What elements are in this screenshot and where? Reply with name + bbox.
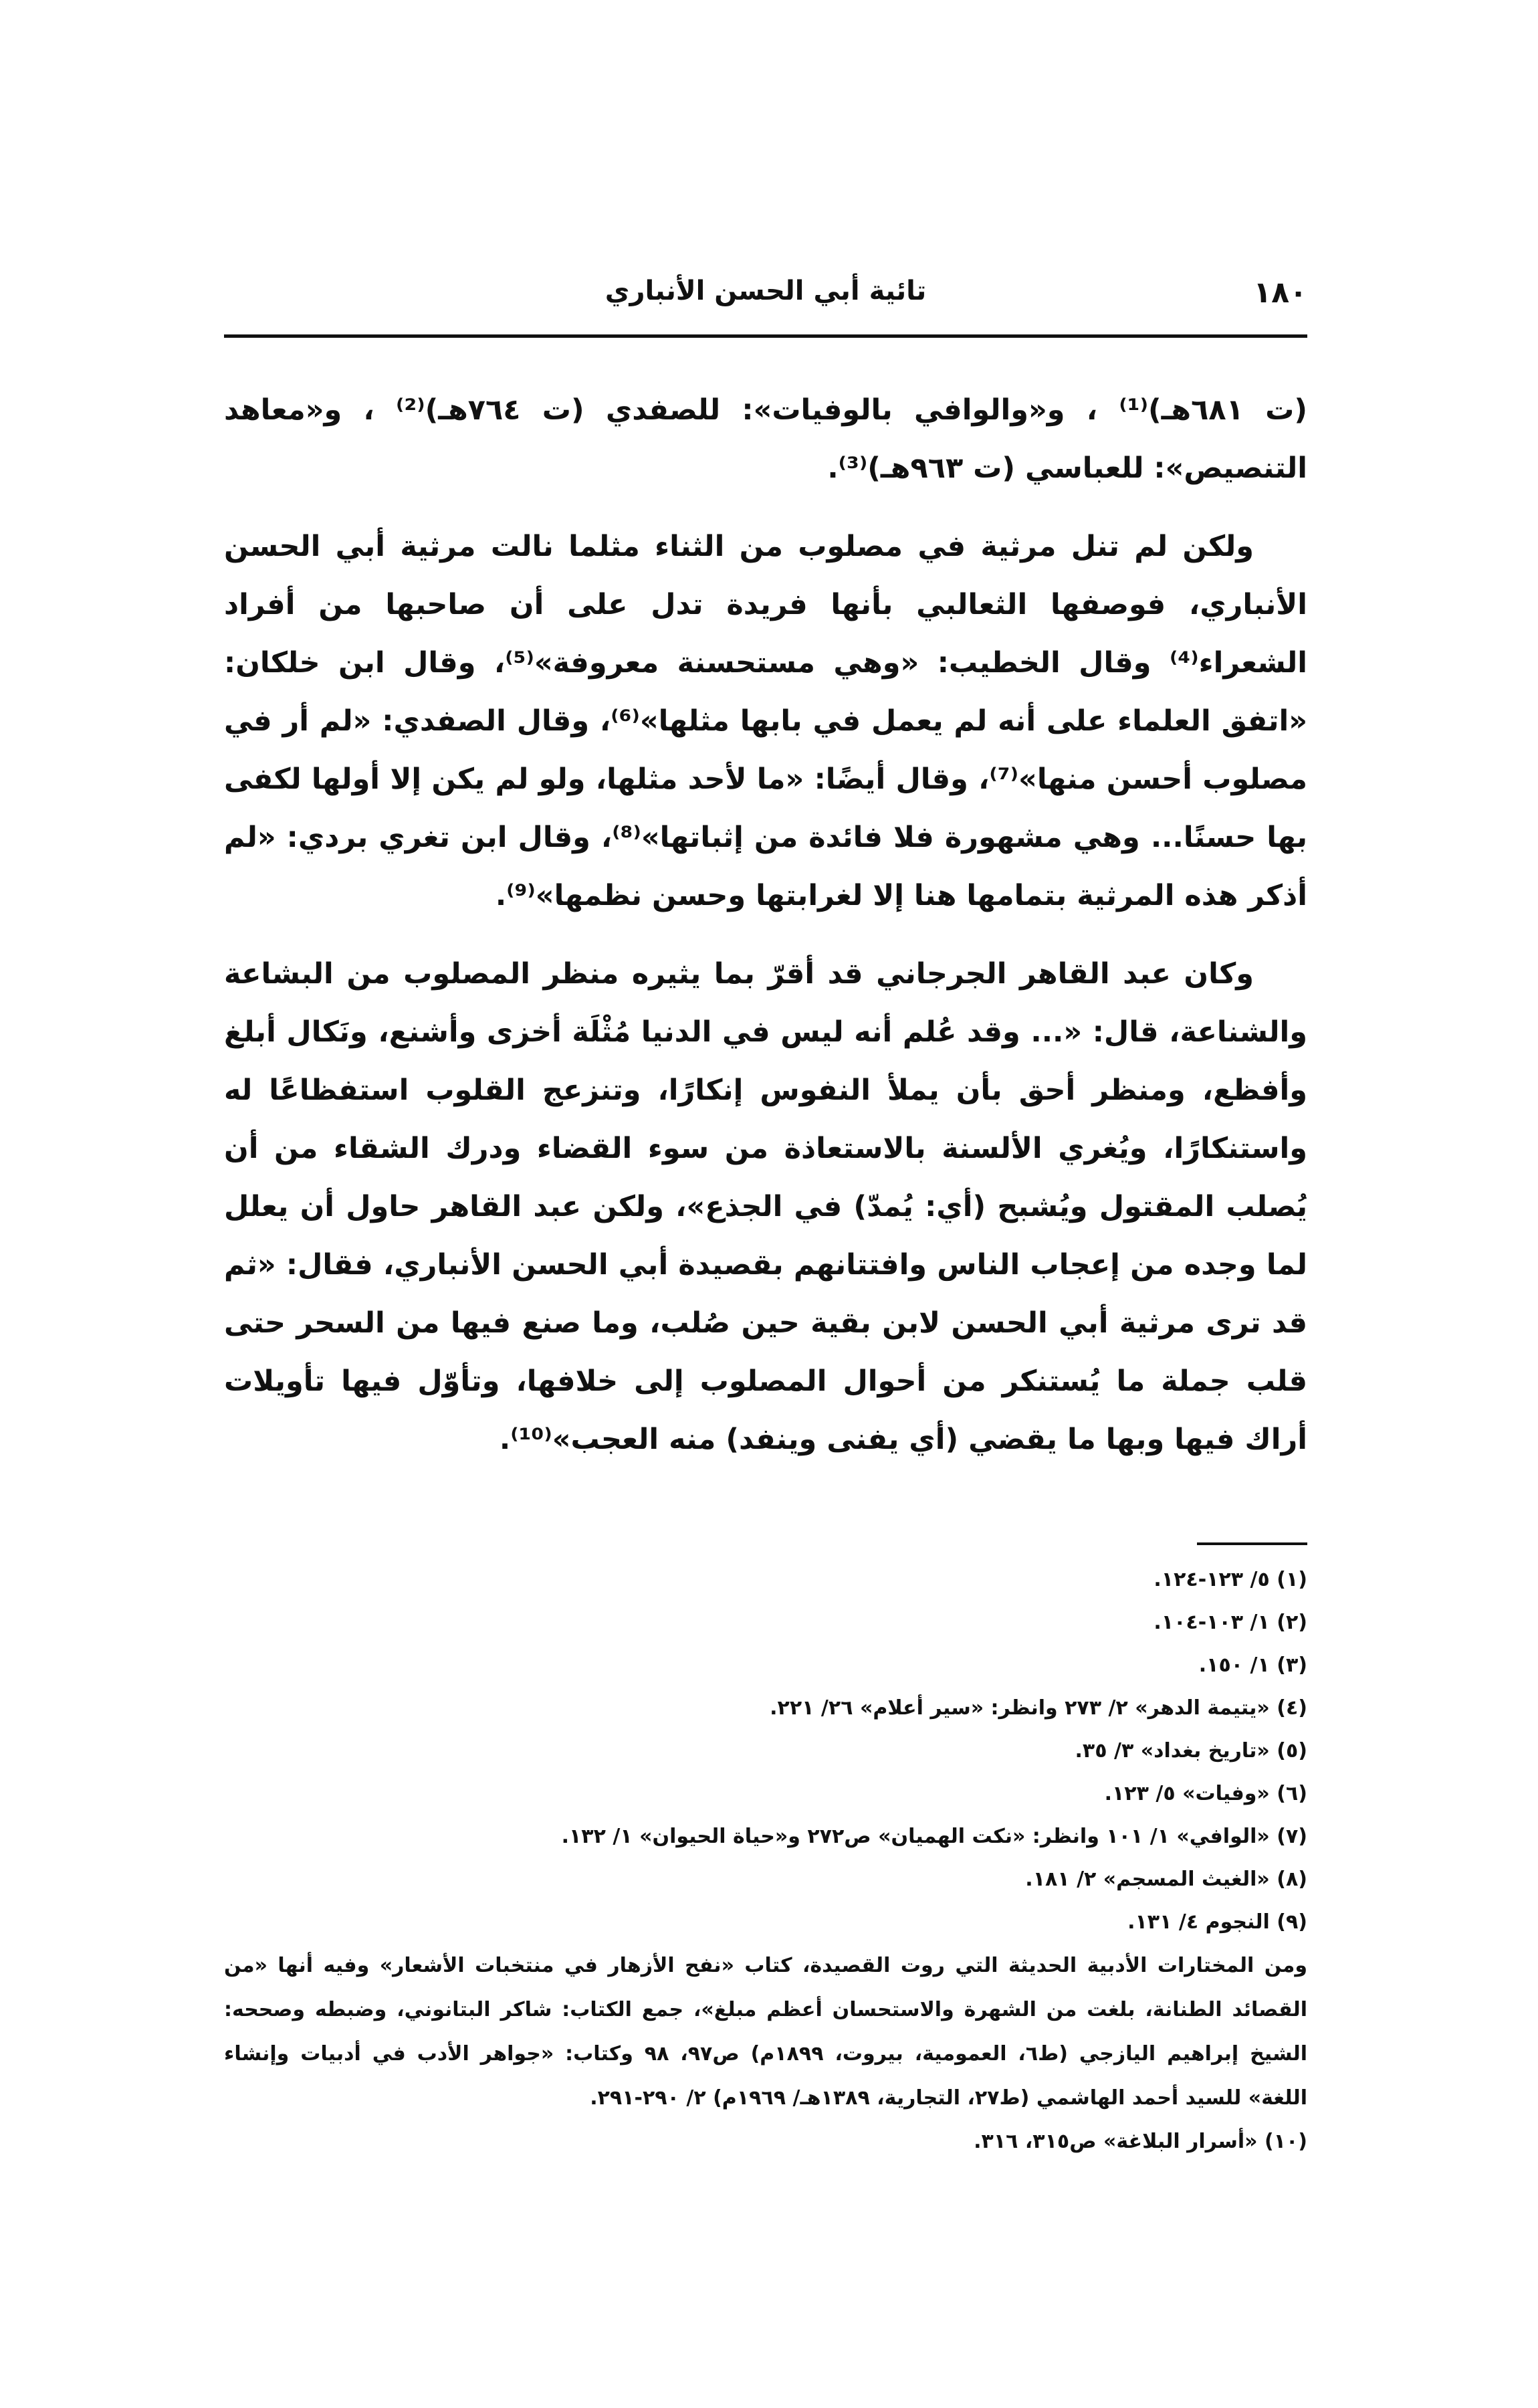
footnote-divider bbox=[1197, 1542, 1307, 1545]
page-header bbox=[224, 276, 1307, 316]
footnote-2: (٢) ١/ ١٠٣-١٠٤. bbox=[1154, 1611, 1307, 1634]
footnote-6: (٦) «وفيات» ٥/ ١٢٣. bbox=[1104, 1782, 1307, 1805]
footnotes bbox=[224, 1559, 1307, 2163]
footnote-9: (٩) النجوم ٤/ ١٣١. bbox=[1127, 1910, 1307, 1934]
footnote-8: (٨) «الغيث المسجم» ٢/ ١٨١. bbox=[1025, 1868, 1307, 1891]
footnote-5: (٥) «تاريخ بغداد» ٣/ ٣٥. bbox=[1075, 1739, 1307, 1763]
footnote-10: (١٠) «أسرار البلاغة» ص٣١٥، ٣١٦. bbox=[974, 2130, 1307, 2153]
paragraph-1: (ت ٦٨١هـ)⁽¹⁾ ، و«والوافي بالوفيات»: للصفدي (ت ٧٦٤هـ)⁽²⁾ ، و«معاهد التنصيص»: للعباسي (ت ٩٦٣هـ)⁽³⁾. bbox=[224, 393, 1307, 485]
footnote-1: (١) ٥/ ١٢٣-١٢٤. bbox=[1154, 1568, 1307, 1591]
paragraph-3: وكان عبد القاهر الجرجاني قد أقرّ بما يثيره منظر المصلوب من البشاعة والشناعة، قال: «... وقد عُلم أنه ليس في الدنيا مُثْلَة أخزى وأشنع، ونَكال أبلغ وأفظع، ومنظر أحق بأن يملأ النفوس إنكارًا، وتنزعج القلوب استفظاعًا له واستنكارًا، ويُغري الألسنة بالاستعاذة من سوء القضاء ودرك الشقاء من أن يُصلب المقتول ويُشبح (أي: يُمدّ) في الجذع»، ولكن عبد القاهر حاول أن يعلل لما وجده من إعجاب الناس وافتتانهم بقصيدة أبي الحسن الأنباري، فقال: «ثم قد ترى مرثية أبي الحسن لابن بقية حين صُلب، وما صنع فيها من السحر حتى قلب جملة ما يُستنكر من أحوال المصلوب إلى خلافها، وتأوّل فيها تأويلات أراك فيها وبها ما يقضي (أي يفنى وينفد) منه العجب»⁽¹⁰⁾. bbox=[224, 957, 1307, 1456]
footnote-4: (٤) «يتيمة الدهر» ٢/ ٢٧٣ وانظر: «سير أعلام» ٢٦/ ٢٢١. bbox=[770, 1696, 1307, 1720]
footnote-9-continuation: ومن المختارات الأدبية الحديثة التي روت القصيدة، كتاب «نفح الأزهار في منتخبات الأشعار» وفيه أنها «من القصائد الطنانة، بلغت من الشهرة والاستحسان أعظم مبلغ»، جمع الكتاب: شاكر البتانوني، وضبطه وصححه: الشيخ إبراهيم اليازجي (ط٦، العمومية، بيروت، ١٨٩٩م) ص٩٧، ٩٨ وكتاب: «جواهر الأدب في أدبيات وإنشاء اللغة» للسيد أحمد الهاشمي (ط٢٧، التجارية، ١٣٨٩هـ/ ١٩٦٩م) ٢/ ٢٩٠-٢٩١. bbox=[224, 1954, 1308, 2110]
footnote-3: (٣) ١/ ١٥٠. bbox=[1198, 1653, 1307, 1677]
main-text bbox=[224, 381, 1307, 1489]
header-divider bbox=[224, 334, 1307, 338]
running-title: تائية أبي الحسن الأنباري bbox=[605, 276, 927, 306]
footnote-7: (٧) «الوافي» ١/ ١٠١ وانظر: «نكت الهميان» ص٢٧٢ و«حياة الحيوان» ١/ ١٣٢. bbox=[561, 1825, 1307, 1848]
page-number: ١٨٠ bbox=[1253, 276, 1307, 310]
paragraph-2: ولكن لم تنل مرثية في مصلوب من الثناء مثلما نالت مرثية أبي الحسن الأنباري، فوصفها الثعالبي بأنها فريدة تدل على أن صاحبها من أفراد الشعراء⁽⁴⁾ وقال الخطيب: «وهي مستحسنة معروفة»⁽⁵⁾، وقال ابن خلكان: «اتفق العلماء على أنه لم يعمل في بابها مثلها»⁽⁶⁾، وقال الصفدي: «لم أر في مصلوب أحسن منها»⁽⁷⁾، وقال أيضًا: «ما لأحد مثلها، ولو لم يكن إلا أولها لكفى بها حسنًا... وهي مشهورة فلا فائدة من إثباتها»⁽⁸⁾، وقال ابن تغري بردي: «لم أذكر هذه المرثية بتمامها هنا إلا لغرابتها وحسن نظمها»⁽⁹⁾. bbox=[224, 530, 1307, 912]
